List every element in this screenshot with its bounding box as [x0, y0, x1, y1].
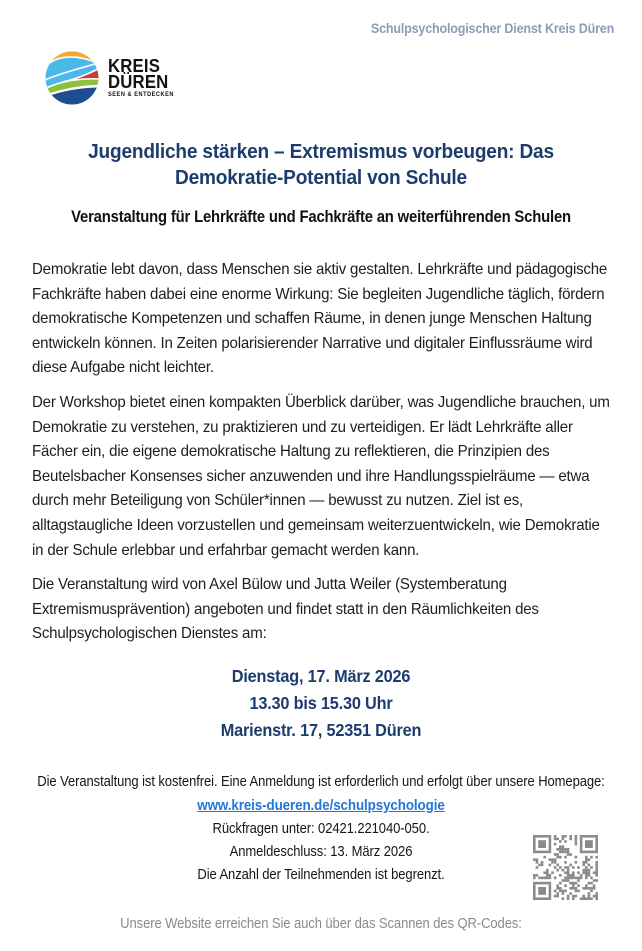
- qr-code-image: [533, 835, 598, 900]
- capacity-line: Die Anzahl der Teilnehmenden ist begrenzt.: [197, 866, 445, 883]
- phone-line: Rückfragen unter: 02421.221040-050.: [212, 820, 430, 837]
- qr-note: Unsere Website erreichen Sie auch über das Scannen des QR-Codes:: [120, 915, 522, 932]
- event-time: 13.30 bis 15.30 Uhr: [249, 692, 393, 713]
- workshop-paragraph: Der Workshop bietet einen kompakten Überblick darüber, was Jugendliche brauchen, um Demokratie zu verstehen, zu praktizieren und zu verteidigen. Er lädt Lehrkräfte aller Fächer ein, die eigene demokratische Haltung zu reflektieren, die Prinzipien des Beutelsbacher Konsenses sicher anzuwenden und ihre Handlungsspielräume — etwa durch mehr Beteiligung von Schüler*innen — bewusst zu nutzen. Ziel ist es, alltagstaugliche Ideen vorzustellen und gemeinsam weiterzuentwickeln, wie Demokratie in der Schule erlebbar und erfahrbar gemacht werden kann.: [32, 393, 610, 559]
- department-label: Schulpsychologischer Dienst Kreis Düren: [370, 21, 615, 36]
- registration-info: Die Veranstaltung ist kostenfrei. Eine Anmeldung ist erforderlich und erfolgt über unsere Homepage:: [37, 773, 605, 790]
- logo-wordmark-kreis: KREIS: [108, 56, 161, 76]
- logo-wordmark: [108, 58, 174, 98]
- event-address: Marienstr. 17, 52351 Düren: [220, 719, 422, 740]
- organizers-paragraph: Die Veranstaltung wird von Axel Bülow und Jutta Weiler (Systemberatung Extremismusprävention) angeboten und findet statt in den Räumlichkeiten des Schulpsychologischen Dienstes am:: [32, 576, 539, 643]
- page-subtitle: Veranstaltung für Lehrkräfte und Fachkräfte an weiterführenden Schulen: [71, 208, 571, 226]
- kreis-dueren-logo: [45, 50, 642, 106]
- homepage-link-line: [13, 794, 629, 818]
- intro-paragraph: Demokratie lebt davon, dass Menschen sie aktiv gestalten. Lehrkräfte und pädagogische Fachkräfte haben dabei eine enorme Wirkung: Sie begleiten Jugendliche täglich, fördern demokratische Kompetenzen und schaffen Räume, in denen junge Menschen Haltung entwickeln können. In Zeiten polarisierender Narrative und digitaler Einflussräume wird diese Aufgabe nicht leichter.: [32, 261, 608, 377]
- body-copy: [32, 258, 642, 647]
- logo-wordmark-dueren: DÜREN: [108, 72, 169, 92]
- event-details: [22, 663, 619, 744]
- deadline-line: Anmeldeschluss: 13. März 2026: [229, 843, 413, 860]
- logo-tagline: SEEN & ENTDECKEN: [108, 92, 174, 98]
- page-title: Jugendliche stärken – Extremismus vorbeugen: Das Demokratie-Potential von Schule: [88, 140, 554, 189]
- kreis-dueren-globe-icon: [45, 51, 99, 105]
- event-date: Dienstag, 17. März 2026: [231, 665, 411, 686]
- homepage-link[interactable]: www.kreis-dueren.de/schulpsychologie: [197, 796, 445, 814]
